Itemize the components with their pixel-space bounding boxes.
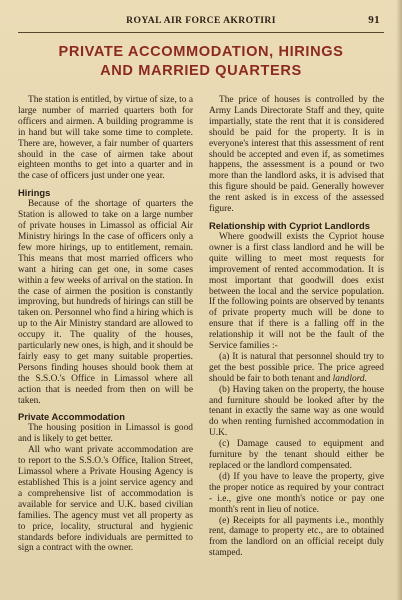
point-a xyxy=(209,352,384,385)
private-accommodation-paragraph-1: The housing position in Limassol is good and is likely to get better. xyxy=(18,423,193,445)
point-c: (c) Damage caused to equipment and furniture by the tenant should either be replaced or the landlord compensated. xyxy=(209,439,384,471)
point-a-text: (a) It is natural that personnel should try to get the best possible price. The price agreed should be fair to both tenant and xyxy=(209,351,384,384)
point-a-italic: landlord. xyxy=(332,373,367,384)
right-column xyxy=(209,95,384,559)
price-paragraph: The price of houses is controlled by the Army Lands Directorate Staff and they, quite impartially, state the rent that it is considered should be paid for the property. It is in everyone's interest that this assessment of rent should be accepted and even if, as sometimes happens, the assessment is a pound or two more than the landlord asks, it is advised that this figure should be paid. Generally however the rent asked is in excess of the assessed figure. xyxy=(209,95,384,215)
point-d: (d) If you have to leave the property, give the proper notice as required by your contract - i.e., give one month's notice or pay one month's rent in lieu of notice. xyxy=(209,471,384,515)
running-header xyxy=(20,15,382,29)
running-title: ROYAL AIR FORCE AKROTIRI xyxy=(126,15,276,26)
page-edge-shadow xyxy=(396,0,402,600)
page-title-line-1: PRIVATE ACCOMMODATION, HIRINGS xyxy=(58,44,344,60)
page-number: 91 xyxy=(368,14,380,26)
point-b: (b) Having taken on the property, the house and furniture should be looked after by the tenant in exactly the same way as one would do when renting furnished accommodation in U.K. xyxy=(209,384,384,439)
page-title-line-2: AND MARRIED QUARTERS xyxy=(100,63,302,79)
private-accommodation-paragraph-2: All who want private accommodation are to report to the S.S.O.'s Office, Italion Street, Limassol where a Private Housing Agency is established This is a joint service agency and a comprehensive list of accommodation is available for service and U.K. based civilian families. The agency must vet all property as to price, locality, structural and hygienic standards before individuals are permitted to sign a contract with the owner. xyxy=(18,445,193,554)
point-e: (e) Receipts for all payments i.e., monthly rent, damage to property etc., are to obtained from the landlord on an official receipt duly stamped. xyxy=(209,515,384,559)
header-rule xyxy=(18,32,384,33)
page-title xyxy=(20,43,382,81)
cypriot-landlords-heading: Relationship with Cypriot Landlords xyxy=(209,219,370,231)
hirings-paragraph: Because of the shortage of quarters the Station is allowed to take on a large number of private houses in Limassol as official Air Ministry hirings In the case of officers only a few more hirings, up to entitlement, remain. This means that most married officers who want a hiring can get one, in some cases within a few weeks of arrival on the station. In the case of airmen the position is constantly improving, but hundreds of hirings can still be taken on. Personnel who find a hiring which is up to the Air Ministry standard are allowed to occupy it. The quality of the houses, particularly new ones, is high, and it should be fairly easy to get many suitable properties. Persons finding houses should book them at the S.S.O.'s Office in Limassol where all action that is needed from then on will be taken. xyxy=(18,199,193,406)
cypriot-landlords-paragraph: Where goodwill exists the Cypriot house owner is a first class landlord and he will be quite willing to meet most requests for improvement of rented accommodation. It is most important that goodwill does exist between the local and the service population. If the following points are observed by tenants of private property much will be done to ensure that if there is a falling off in the relationship it will not be the fault of the Service families :- xyxy=(209,231,384,352)
private-accommodation-heading: Private Accommodation xyxy=(18,411,125,423)
intro-paragraph: The station is entitled, by virtue of size, to a large number of married quarters both for officers and airmen. A building programme is in hand but will take some time to complete. There are, however, a fair number of quarters should in the case of airmen take about eighteen months to get into a quarter and in the case of officers just under one year. xyxy=(18,95,193,182)
left-column xyxy=(18,95,193,554)
hirings-heading: Hirings xyxy=(18,187,51,199)
